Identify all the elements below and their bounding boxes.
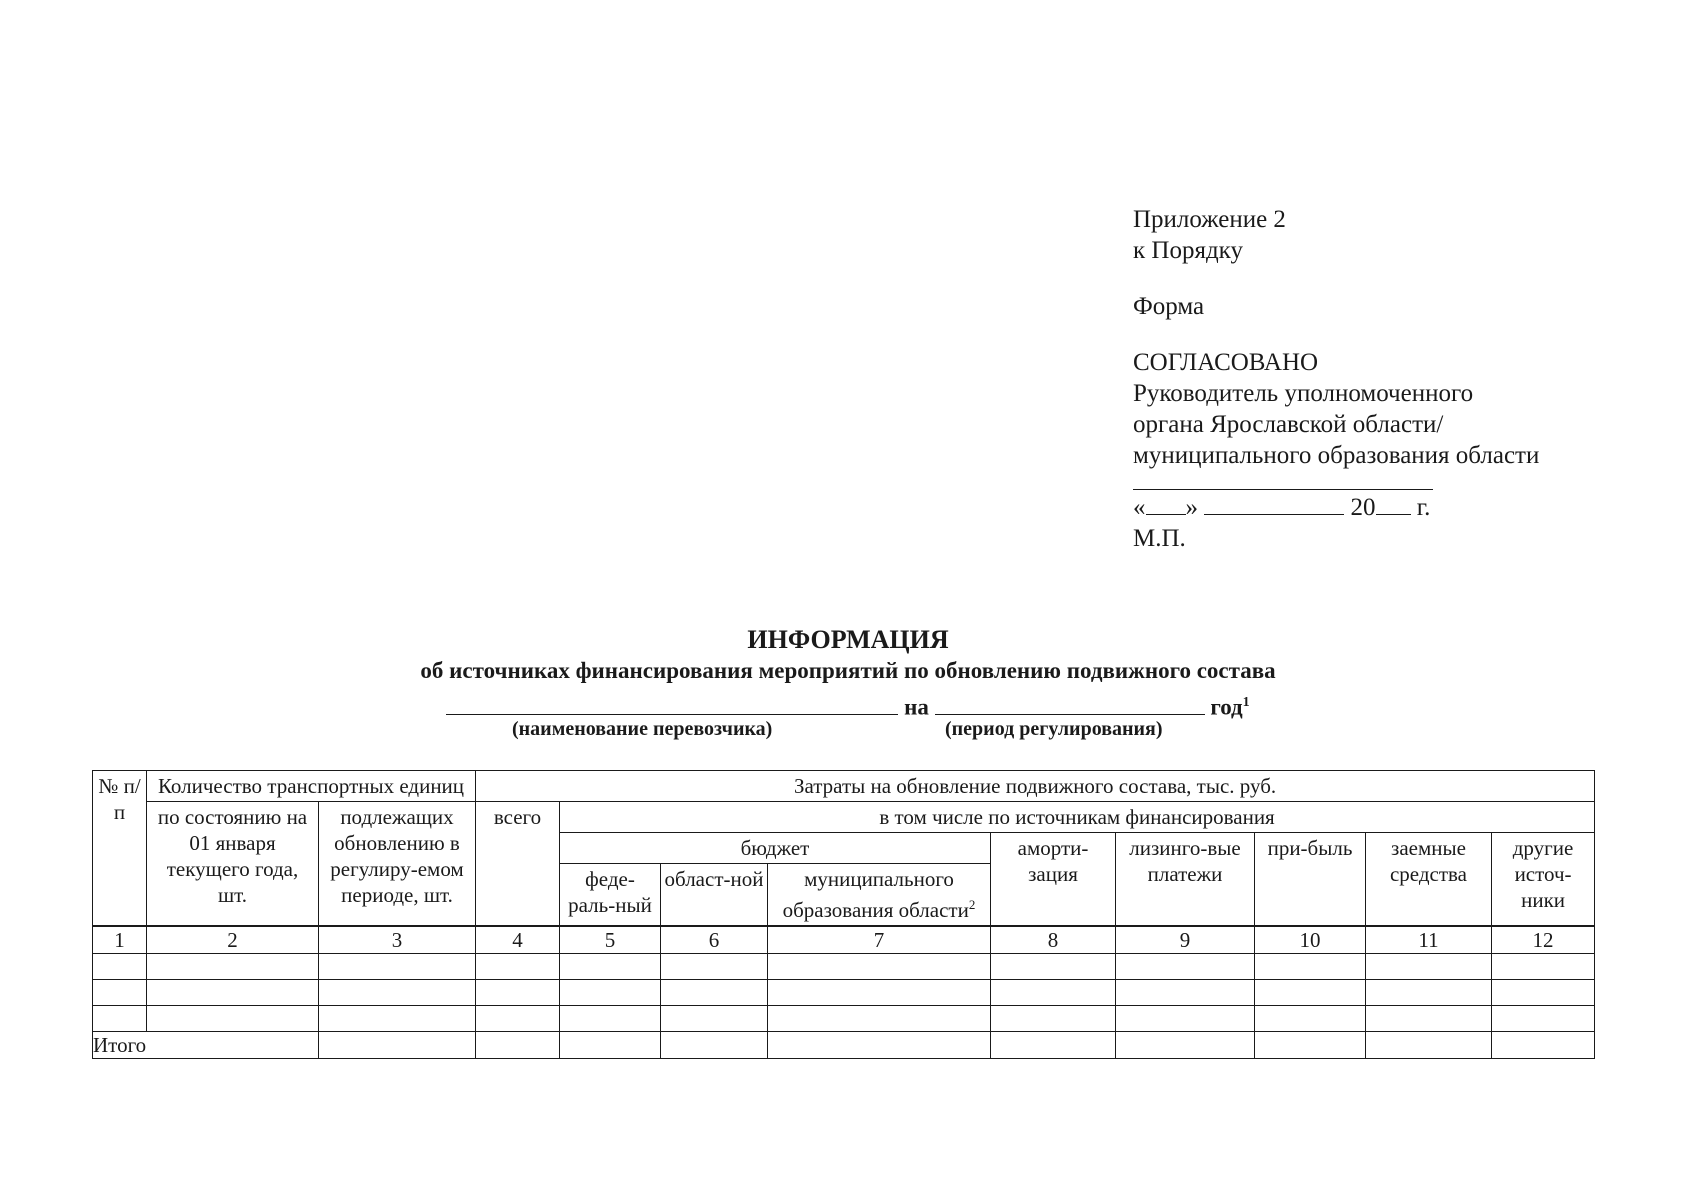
table-cell[interactable] <box>476 980 560 1006</box>
footnote-mark-2: 2 <box>968 897 976 912</box>
header-costs: Затраты на обновление подвижного состава, тыс. руб. <box>476 771 1595 802</box>
header-amortization: аморти-зация <box>991 833 1116 927</box>
column-number: 1 <box>93 926 147 954</box>
column-number: 10 <box>1255 926 1366 954</box>
column-number: 7 <box>768 926 991 954</box>
carrier-caption: (наименование перевозчика) <box>512 718 773 740</box>
total-label: Итого <box>93 1032 319 1059</box>
header-municipal-cell <box>768 864 991 927</box>
table-cell[interactable] <box>991 1006 1116 1032</box>
document-subtitle: об источниках финансирования мероприятий по обновлению подвижного состава <box>420 658 1276 683</box>
table-cell[interactable] <box>476 1006 560 1032</box>
column-number: 9 <box>1116 926 1255 954</box>
year-suffix: г. <box>1410 494 1431 521</box>
header-to-update: подлежащих обновлению в регулиру-емом периоде, шт. <box>319 802 476 927</box>
table-cell[interactable] <box>768 980 991 1006</box>
on-label: на <box>904 694 929 720</box>
table-cell[interactable] <box>93 954 147 980</box>
table-cell[interactable] <box>991 980 1116 1006</box>
table-cell[interactable] <box>1116 954 1255 980</box>
table-cell[interactable] <box>768 954 991 980</box>
date-line <box>1133 492 1539 523</box>
appendix-reference: к Порядку <box>1133 237 1243 264</box>
date-open-quote: « <box>1133 494 1146 521</box>
header-total: всего <box>476 802 560 927</box>
column-number: 8 <box>991 926 1116 954</box>
table-cell[interactable] <box>1116 1006 1255 1032</box>
table-cell[interactable] <box>991 1032 1116 1059</box>
header-regional: област-ной <box>661 864 768 927</box>
column-number: 5 <box>560 926 661 954</box>
table-cell[interactable] <box>1492 954 1595 980</box>
period-blank <box>935 694 1205 715</box>
table-row <box>93 980 1595 1006</box>
table-cell[interactable] <box>560 980 661 1006</box>
table-cell[interactable] <box>476 954 560 980</box>
table-cell[interactable] <box>661 980 768 1006</box>
table-cell[interactable] <box>319 1006 476 1032</box>
table-cell[interactable] <box>661 954 768 980</box>
header-leasing: лизинго-вые платежи <box>1116 833 1255 927</box>
carrier-blank <box>446 694 898 715</box>
table-cell[interactable] <box>1255 1032 1366 1059</box>
date-close-quote: » <box>1185 494 1198 521</box>
financing-table <box>92 770 1595 1059</box>
table-cell[interactable] <box>1255 954 1366 980</box>
document-title-block <box>0 624 1696 723</box>
header-federal: феде-раль-ный <box>560 864 661 927</box>
table-cell[interactable] <box>1116 1032 1255 1059</box>
table-cell[interactable] <box>1366 1006 1492 1032</box>
table-cell[interactable] <box>768 1032 991 1059</box>
header-sources: в том числе по источникам финансирования <box>560 802 1595 833</box>
year-prefix: 20 <box>1350 494 1376 521</box>
table-cell[interactable] <box>319 1032 476 1059</box>
table-cell[interactable] <box>1366 980 1492 1006</box>
header-row-1 <box>93 771 1595 802</box>
table-cell[interactable] <box>1116 980 1255 1006</box>
total-row <box>93 1032 1595 1059</box>
approval-block <box>1133 204 1539 554</box>
header-other: другие источ-ники <box>1492 833 1595 927</box>
column-number: 3 <box>319 926 476 954</box>
table-cell[interactable] <box>1255 980 1366 1006</box>
table-cell[interactable] <box>1492 1032 1595 1059</box>
table-cell[interactable] <box>1492 980 1595 1006</box>
position-line-1: Руководитель уполномоченного <box>1133 380 1474 407</box>
table-cell[interactable] <box>93 980 147 1006</box>
header-profit: при-быль <box>1255 833 1366 927</box>
stamp-label: М.П. <box>1133 525 1186 552</box>
table-cell[interactable] <box>147 980 319 1006</box>
table-cell[interactable] <box>1366 1032 1492 1059</box>
header-municipal: муниципального образования области <box>782 867 969 922</box>
header-loans: заемные средства <box>1366 833 1492 927</box>
table-cell[interactable] <box>147 954 319 980</box>
header-budget: бюджет <box>560 833 991 864</box>
header-as-of: по состоянию на 01 января текущего года, шт. <box>147 802 319 927</box>
year-blank <box>1376 492 1411 515</box>
header-num: № п/п <box>93 771 147 927</box>
table-cell[interactable] <box>1255 1006 1366 1032</box>
table-cell[interactable] <box>991 954 1116 980</box>
table-cell[interactable] <box>319 954 476 980</box>
table-cell[interactable] <box>1492 1006 1595 1032</box>
table-cell[interactable] <box>476 1032 560 1059</box>
column-number-row <box>93 926 1595 954</box>
column-number: 6 <box>661 926 768 954</box>
table-row <box>93 954 1595 980</box>
table-cell[interactable] <box>661 1006 768 1032</box>
table-cell[interactable] <box>319 980 476 1006</box>
header-row-2 <box>93 802 1595 833</box>
agreed-label: СОГЛАСОВАНО <box>1133 349 1319 376</box>
table-cell[interactable] <box>768 1006 991 1032</box>
table-row <box>93 1006 1595 1032</box>
column-number: 2 <box>147 926 319 954</box>
column-number: 11 <box>1366 926 1492 954</box>
period-caption: (период регулирования) <box>945 718 1163 740</box>
year-label: год <box>1210 694 1243 720</box>
document-title: ИНФОРМАЦИЯ <box>747 625 949 654</box>
month-blank <box>1204 492 1344 515</box>
form-label: Форма <box>1133 293 1205 320</box>
table-cell[interactable] <box>560 1006 661 1032</box>
header-units: Количество транспортных единиц <box>147 771 476 802</box>
signature-line <box>1133 477 1433 490</box>
column-number: 4 <box>476 926 560 954</box>
column-number: 12 <box>1492 926 1595 954</box>
table-cell[interactable] <box>93 1006 147 1032</box>
title-fill-line <box>0 688 1696 723</box>
position-line-2: органа Ярославской области/ <box>1133 411 1444 438</box>
footnote-mark-1: 1 <box>1242 695 1250 710</box>
table-cell[interactable] <box>147 1006 319 1032</box>
day-blank <box>1146 492 1186 515</box>
position-line-3: муниципального образования области <box>1133 442 1540 469</box>
table-cell[interactable] <box>560 1032 661 1059</box>
appendix-label: Приложение 2 <box>1133 206 1286 233</box>
table-cell[interactable] <box>560 954 661 980</box>
table-cell[interactable] <box>661 1032 768 1059</box>
table-cell[interactable] <box>1366 954 1492 980</box>
